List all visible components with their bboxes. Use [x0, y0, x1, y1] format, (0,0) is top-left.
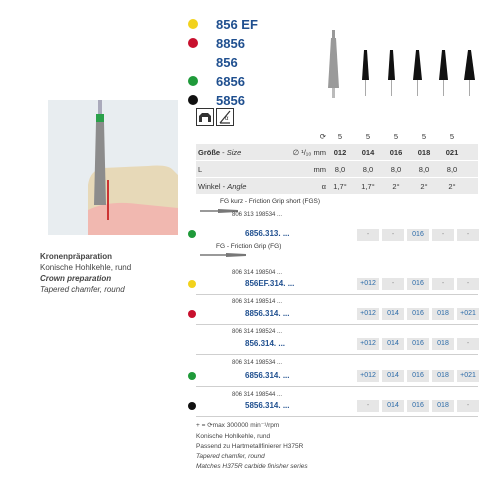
product-dot-black	[188, 402, 196, 410]
spec-row-size	[196, 144, 478, 160]
rpm-icon: ⟳	[319, 132, 326, 141]
angle-label: Winkel - Angle	[198, 182, 247, 191]
product-cell: 016	[407, 278, 429, 290]
group-title-fgs: FG kurz - Friction Grip short (FGS)	[220, 198, 321, 205]
series-code: 8856	[216, 35, 245, 51]
product-name: 8856.314. ...	[245, 309, 290, 318]
product-cell: 018	[432, 338, 454, 350]
angle-icon	[216, 108, 234, 126]
product-cell: -	[457, 400, 479, 412]
product-cell: -	[382, 229, 404, 241]
spec-cell: 5	[393, 132, 399, 141]
product-name: 6856.314. ...	[245, 371, 290, 380]
tooth-preparation-image	[48, 100, 178, 235]
spec-row-shank	[196, 128, 478, 144]
product-cell: 016	[407, 338, 429, 350]
length-value: 8,0	[446, 165, 458, 174]
series-code: 856	[216, 54, 238, 70]
series-item	[188, 34, 245, 52]
product-cell: +021	[457, 370, 479, 382]
series-item	[188, 91, 245, 109]
size-value: 014	[361, 148, 375, 157]
series-dot-red	[188, 38, 198, 48]
series-item	[188, 72, 245, 90]
speed-note: + = ⟳max 300000 min⁻¹/rpm	[196, 422, 280, 429]
product-dot-yellow	[188, 280, 196, 288]
row-divider	[196, 386, 478, 387]
size-label: Größe - Size	[198, 148, 242, 157]
spec-cell: 5	[365, 132, 371, 141]
size-value: 018	[417, 148, 431, 157]
footer-line: Matches H375R carbide finisher series	[196, 463, 308, 470]
product-dot-red	[188, 310, 196, 318]
product-cell: +012	[357, 278, 379, 290]
series-code: 6856	[216, 73, 245, 89]
angle-unit: α	[321, 182, 326, 191]
angle-value: 1,7°	[333, 182, 347, 191]
series-code: 856 EF	[216, 16, 258, 32]
spec-row-length	[196, 161, 478, 177]
length-label: L	[198, 165, 203, 174]
length-value: 8,0	[418, 165, 430, 174]
product-cell: 014	[382, 338, 404, 350]
caption-title-de: Kronenpräparation	[40, 252, 113, 261]
series-code: 5856	[216, 92, 245, 108]
spec-cell: 5	[337, 132, 343, 141]
series-item	[188, 15, 258, 33]
product-cell: 014	[382, 308, 404, 320]
product-cell: 018	[432, 370, 454, 382]
product-ref: 806 313 198534 ...	[232, 212, 283, 218]
angle-label-en: Angle	[227, 182, 247, 191]
angle-label-de: Winkel	[198, 182, 221, 191]
product-cell: -	[457, 278, 479, 290]
length-value: 8,0	[390, 165, 402, 174]
product-cell: 016	[407, 229, 429, 241]
spec-cell: 5	[421, 132, 427, 141]
group-title-fg: FG - Friction Grip (FG)	[216, 243, 282, 250]
svg-text:α: α	[225, 116, 229, 122]
product-cell: 018	[432, 308, 454, 320]
angle-value: 2°	[420, 182, 428, 191]
bur-illustrations	[322, 30, 492, 100]
caption-sub-de: Konische Hohlkehle, rund	[40, 263, 132, 272]
row-divider	[196, 416, 478, 417]
product-dot-green	[188, 230, 196, 238]
product-name: 5856.314. ...	[245, 401, 290, 410]
angle-value: 1,7°	[361, 182, 375, 191]
product-cell: 018	[432, 400, 454, 412]
product-ref: 806 314 198504 ...	[232, 270, 283, 276]
product-cell: -	[457, 229, 479, 241]
size-label-en: Size	[226, 148, 242, 157]
product-ref: 806 314 198514 ...	[232, 299, 283, 305]
product-dot-green	[188, 372, 196, 380]
product-cell: -	[357, 400, 379, 412]
product-cell: +021	[457, 308, 479, 320]
row-divider	[196, 324, 478, 325]
spec-row-angle	[196, 178, 478, 194]
product-cell: -	[457, 338, 479, 350]
product-cell: 014	[382, 400, 404, 412]
length-unit: mm	[313, 165, 326, 174]
product-name: 856EF.314. ...	[245, 279, 295, 288]
product-ref: 806 314 198534 ...	[232, 360, 283, 366]
product-cell: -	[432, 278, 454, 290]
product-cell: +012	[357, 308, 379, 320]
footer-line: Konische Hohlkehle, rund	[196, 433, 271, 440]
footer-line: Tapered chamfer, round	[196, 453, 265, 460]
size-label-de: Größe	[198, 148, 221, 157]
bur-large-icon	[328, 30, 339, 98]
fg-bur-icon	[200, 250, 250, 260]
series-dot-yellow	[188, 19, 198, 29]
product-name: 6856.313. ...	[245, 229, 290, 238]
size-value: 012	[333, 148, 347, 157]
size-unit: ∅ ¹/₁₀ mm	[292, 148, 326, 157]
product-cell: 016	[407, 308, 429, 320]
product-cell: 016	[407, 400, 429, 412]
product-cell: -	[432, 229, 454, 241]
length-value: 8,0	[362, 165, 374, 174]
product-cell: 014	[382, 370, 404, 382]
size-value: 021	[445, 148, 459, 157]
size-value: 016	[389, 148, 403, 157]
row-divider	[196, 294, 478, 295]
product-cell: -	[357, 229, 379, 241]
product-cell: +012	[357, 370, 379, 382]
series-dot-green	[188, 76, 198, 86]
length-value: 8,0	[334, 165, 346, 174]
bur-sizes-icon	[362, 50, 475, 96]
product-ref: 806 314 198524 ...	[232, 329, 283, 335]
caption-sub-en: Tapered chamfer, round	[40, 285, 125, 294]
row-divider	[196, 354, 478, 355]
product-cell: -	[382, 278, 404, 290]
product-cell: 016	[407, 370, 429, 382]
crown-prep-icon	[196, 108, 214, 126]
angle-value: 2°	[392, 182, 400, 191]
product-cell: +012	[357, 338, 379, 350]
caption-title-en: Crown preparation	[40, 274, 112, 283]
product-name: 856.314. ...	[245, 339, 286, 348]
footer-line: Passend zu Hartmetallfinierer H375R	[196, 443, 304, 450]
angle-value: 2°	[448, 182, 456, 191]
product-ref: 806 314 198544 ...	[232, 392, 283, 398]
series-dot-black	[188, 95, 198, 105]
spec-cell: 5	[449, 132, 455, 141]
